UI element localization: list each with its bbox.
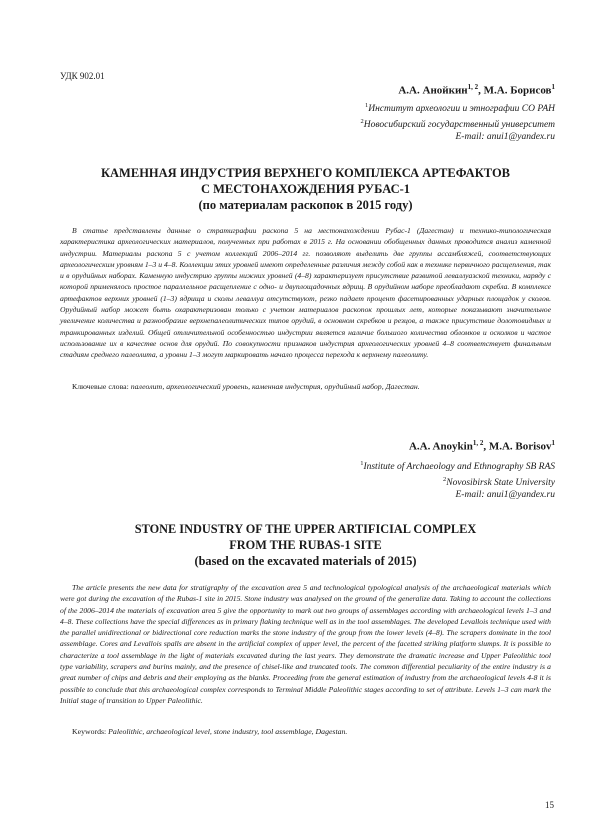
ru-keywords xyxy=(72,382,420,391)
ru-author-1: А.А. Анойкин xyxy=(398,84,468,97)
en-author-1: A.A. Anoykin xyxy=(408,440,473,453)
ru-affil-1-sup: 1 xyxy=(365,102,369,109)
ru-affiliations xyxy=(361,100,555,144)
ru-email: E-mail: anui1@yandex.ru xyxy=(455,132,555,143)
ru-title-line-1: КАМЕННАЯ ИНДУСТРИЯ ВЕРХНЕГО КОМПЛЕКСА АРТЕФАКТОВ xyxy=(100,166,511,180)
ru-abstract: В статье представлены данные о стратиграфии раскопа 5 на местонахождении Рубас-1 (Дагестан) и технико-типологическая характеристика археологических материалов, полученных при работах в 2015 г. На основании обобщенных данных проводится анализ каменной индустрии. Материалы раскопа 5 с учетом коллекций 2006–2014 гг. позволяют выделить две группы ассамбляжей, соответствующих археологическим уровням 1–3 и 4–8. Коллекции этих уровней имеют определенные различия между собой как в технике первичного расщепления, так и в орудийных наборах. Каменную индустрию группы нижних уровней (4–8) характеризует присутствие развитой леваллуазской техники, наряду с которой применялось простое параллельное расщепление с одно- и двуплощадочных ядрищ. В орудийном наборе преобладают скребла. В комплексе артефактов верхних уровней (1–3) ядрища и сколы леваллуа отсутствуют, резко падает процент фасетированных ударных площадок у сколов. Орудийный набор может быть охарактеризован только с учетом материалов раскопок прошлых лет, которые показывают значительное увеличение количества и разнообразие верхнепалеолитических типов орудий, в основном скребков и резцов, а также присутствие долотовидных и транкированных изделий. Общей отличительной особенностью индустрии является наличие большого количества обломков и осколков и частое использование их в качестве основ для орудий. По совокупности признаков индустрия археологических уровней 4–8 соответствует финальным стадиям среднего палеолита, а уровни 1–3 могут маркировать начало процесса перехода к верхнему палеолиту. xyxy=(60,226,551,360)
ru-author-1-sup: 1, 2 xyxy=(467,83,479,91)
page-number: 15 xyxy=(545,800,554,810)
udk-code: УДК 902.01 xyxy=(60,71,105,81)
ru-keywords-label: Ключевые слова: xyxy=(72,382,129,391)
en-affil-1-sup: 1 xyxy=(360,460,364,467)
ru-authors: А.А. Анойкин$^{1, 2}$, М.А. Борисов$^1$ xyxy=(398,83,555,97)
en-abstract: The article presents the new data for stratigraphy of the excavation area 5 and technological typological analysis of the archaeological materials which were got during the excavation of the Rubas-1 site in 2015. Stone industry was analysed on the ground of the generalize data. Taking to account the collections of the 2006–2014 the materials of excavation area 5 give the opportunity to mark out two groups of assemblages according with archaeological levels 1–3 and 4–8. These collections have the special differences as in primary flaking technique well as in the tool assemblages. The developed Levallois technique used with the parallel unidirectional or bidirectional core reduction marks the stone industry of the group from the lower levels (4–8). The scrapers dominate in the tool assemblage. Cores and Levallois spalls are absent in the artificial complex of upper level, the percent of the facetted striking platform slumps. It is possible to characterize a tool assemblage in the light of materials excavated during the last years. They demonstrate the dramatic increase and Upper Paleolithic tool type variability, scrapers and burins mainly, and the presence of chisel-like and truncated tools. The common differential peculiarity of the entire industry is a great number of chips and debris and their employing as the blanks. Proceeding from the general estimation of industry from the archaeological levels 4-8 it is possible to conclude that this archaeological complex corresponds to Terminal Middle Paleolithic stages according to set of attribute. Levels 1–3 can mark the Initial stage of transition to Upper Paleolithic. xyxy=(60,583,551,705)
ru-author-2: М.А. Борисов xyxy=(483,84,552,97)
ru-affil-2-sup: 2 xyxy=(360,117,364,125)
en-authors: A.A. Anoykin$^{1, 2}$, M.A. Borisov$^1$ xyxy=(408,439,555,453)
ru-keywords-value: палеолит, археологический уровень, каменная индустрия, орудийный набор, Дагестан. xyxy=(130,382,420,391)
ru-affil-1: Институт археологии и этнографии СО РАН xyxy=(368,104,555,115)
ru-title-line-2: С МЕСТОНАХОЖДЕНИЯ РУБАС-1 xyxy=(200,182,411,196)
en-title-line-1: STONE INDUSTRY OF THE UPPER ARTIFICIAL COMPLEX xyxy=(134,522,477,536)
en-author-2: M.A. Borisov xyxy=(488,440,552,453)
en-affil-2: Novosibirsk State University xyxy=(446,477,555,488)
en-email: E-mail: anui1@yandex.ru xyxy=(455,490,555,501)
en-title xyxy=(0,521,611,569)
en-title-line-2: FROM THE RUBAS-1 SITE xyxy=(229,538,382,552)
en-keywords-label: Keywords: xyxy=(72,727,107,736)
en-title-line-3: (based on the excavated materials of 2015) xyxy=(194,554,417,568)
en-affil-2-sup: 2 xyxy=(443,475,447,483)
en-author-1-sup: 1, 2 xyxy=(472,439,484,447)
ru-affil-2: Новосибирский государственный университет xyxy=(363,119,555,130)
en-affil-1: Institute of Archaeology and Ethnography SB RAS xyxy=(363,462,555,473)
en-keywords-value: Paleolithic, archaeological level, stone industry, tool assemblage, Dagestan. xyxy=(108,727,348,736)
ru-title xyxy=(0,165,611,213)
en-keywords xyxy=(72,727,347,736)
ru-title-line-3: (по материалам раскопок в 2015 году) xyxy=(198,198,413,212)
ru-author-2-sup: 1 xyxy=(551,83,555,91)
en-affiliations xyxy=(360,458,555,502)
en-author-2-sup: 1 xyxy=(551,439,555,447)
